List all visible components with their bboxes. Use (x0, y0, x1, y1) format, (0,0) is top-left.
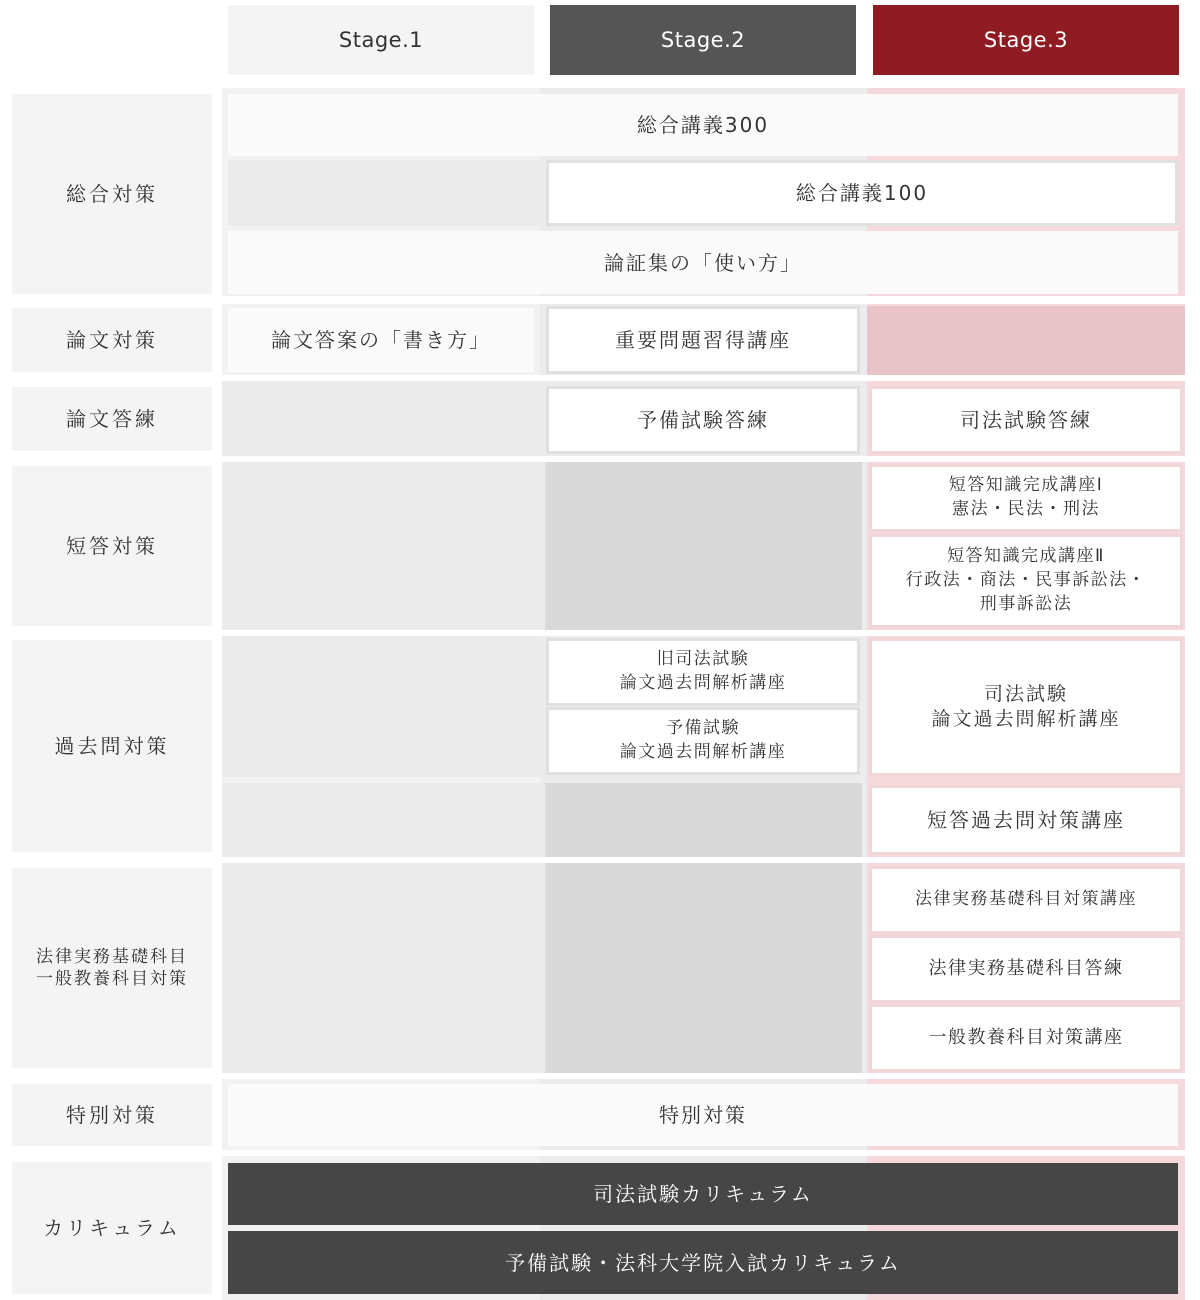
empty-cell (222, 863, 540, 1073)
empty-cell (545, 462, 862, 630)
course-yobi-kako-line2: 論文過去問解析講座 (619, 742, 787, 762)
category-tanto (12, 466, 212, 626)
category-ronbun-label: 論文対策 (66, 328, 158, 352)
course-kiso-taisaku (869, 866, 1183, 934)
course-tanto-2 (869, 534, 1183, 628)
course-sogo-300-label: 総合講義300 (636, 113, 770, 137)
category-curriculum (12, 1162, 212, 1294)
course-tokubetsu (228, 1084, 1178, 1146)
course-kiso-toren (869, 935, 1183, 1003)
course-kyushiho-kako (546, 638, 860, 706)
course-ronshoshu-label: 論証集の「使い方」 (604, 250, 802, 275)
stage-2-label: Stage.2 (660, 28, 746, 52)
category-tokubetsu-label: 特別対策 (66, 1103, 158, 1127)
category-kiso-line1: 法律実務基礎科目 (36, 946, 188, 967)
empty-cell (545, 863, 862, 1073)
course-tanto-kako-label: 短答過去問対策講座 (927, 808, 1125, 832)
course-tanto-1 (869, 464, 1183, 532)
curriculum-shiho-bar (228, 1163, 1178, 1225)
course-kiso-taisaku-label: 法律実務基礎科目対策講座 (915, 889, 1137, 910)
curriculum-shiho-label: 司法試験カリキュラム (593, 1182, 813, 1206)
stage-3-label: Stage.3 (983, 28, 1069, 52)
category-ronbun (12, 308, 212, 372)
empty-cell (222, 381, 540, 456)
course-tanto-2-line3: 刑事訴訟法 (979, 593, 1073, 614)
course-shiho-toren-label: 司法試験答練 (960, 408, 1092, 432)
stage-1-header (228, 5, 534, 75)
category-toren (12, 387, 212, 451)
course-shiho-kako-line2: 論文過去問解析講座 (931, 708, 1121, 730)
curriculum-yobi-label: 予備試験・法科大学院入試カリキュラム (505, 1250, 901, 1275)
empty-cell (228, 160, 540, 226)
empty-cell (222, 462, 540, 630)
category-tanto-label: 短答対策 (66, 534, 158, 558)
course-tanto-1-line1: 短答知識完成講座Ⅰ (948, 475, 1104, 496)
course-sogo-100 (546, 160, 1178, 226)
empty-cell (545, 783, 862, 857)
row-gap (222, 296, 1185, 304)
row-gap (222, 1073, 1185, 1079)
category-kiso (12, 868, 212, 1068)
course-juyo (546, 306, 860, 374)
category-kako-label: 過去問対策 (54, 734, 170, 758)
course-kakikata (228, 308, 534, 372)
empty-cell (867, 306, 1185, 375)
course-kyoyo-label: 一般教養科目対策講座 (928, 1027, 1124, 1049)
stage-3-header (873, 5, 1179, 75)
course-tanto-2-line1: 短答知識完成講座Ⅱ (947, 546, 1105, 567)
course-yobi-toren (546, 386, 860, 454)
empty-cell (222, 636, 540, 777)
course-shiho-kako-line1: 司法試験 (983, 683, 1068, 706)
course-kakikata-label: 論文答案の「書き方」 (271, 328, 491, 352)
course-tanto-kako (869, 785, 1183, 855)
course-sogo-300 (228, 94, 1178, 156)
course-ronshoshu (228, 231, 1178, 294)
stage-2-header (550, 5, 856, 75)
curriculum-yobi-bar (228, 1231, 1178, 1294)
course-kyushiho-kako-line1: 旧司法試験 (656, 649, 750, 670)
course-kiso-toren-label: 法律実務基礎科目答練 (928, 958, 1124, 980)
stage-1-label: Stage.1 (338, 28, 424, 52)
course-kyushiho-kako-line2: 論文過去問解析講座 (619, 673, 787, 693)
course-tokubetsu-label: 特別対策 (659, 1103, 747, 1127)
category-sogo-label: 総合対策 (66, 182, 158, 206)
category-tokubetsu (12, 1084, 212, 1146)
course-juyo-label: 重要問題習得講座 (615, 328, 791, 352)
course-yobi-toren-label: 予備試験答練 (637, 408, 769, 432)
category-toren-label: 論文答練 (66, 407, 158, 431)
course-shiho-toren (869, 386, 1183, 454)
category-sogo (12, 94, 212, 294)
course-tanto-2-line2: 行政法・商法・民事訴訟法・ (905, 570, 1147, 591)
course-yobi-kako (546, 707, 860, 775)
category-kako (12, 640, 212, 852)
course-shiho-kako (869, 638, 1183, 776)
course-sogo-100-label: 総合講義100 (795, 181, 929, 205)
course-yobi-kako-line1: 予備試験 (666, 718, 740, 739)
course-kyoyo (869, 1004, 1183, 1072)
category-curriculum-label: カリキュラム (43, 1216, 181, 1240)
empty-cell (222, 783, 540, 857)
row-gap (222, 1150, 1185, 1156)
course-tanto-1-line2: 憲法・民法・刑法 (952, 499, 1100, 519)
category-kiso-line2: 一般教養科目対策 (36, 969, 188, 989)
